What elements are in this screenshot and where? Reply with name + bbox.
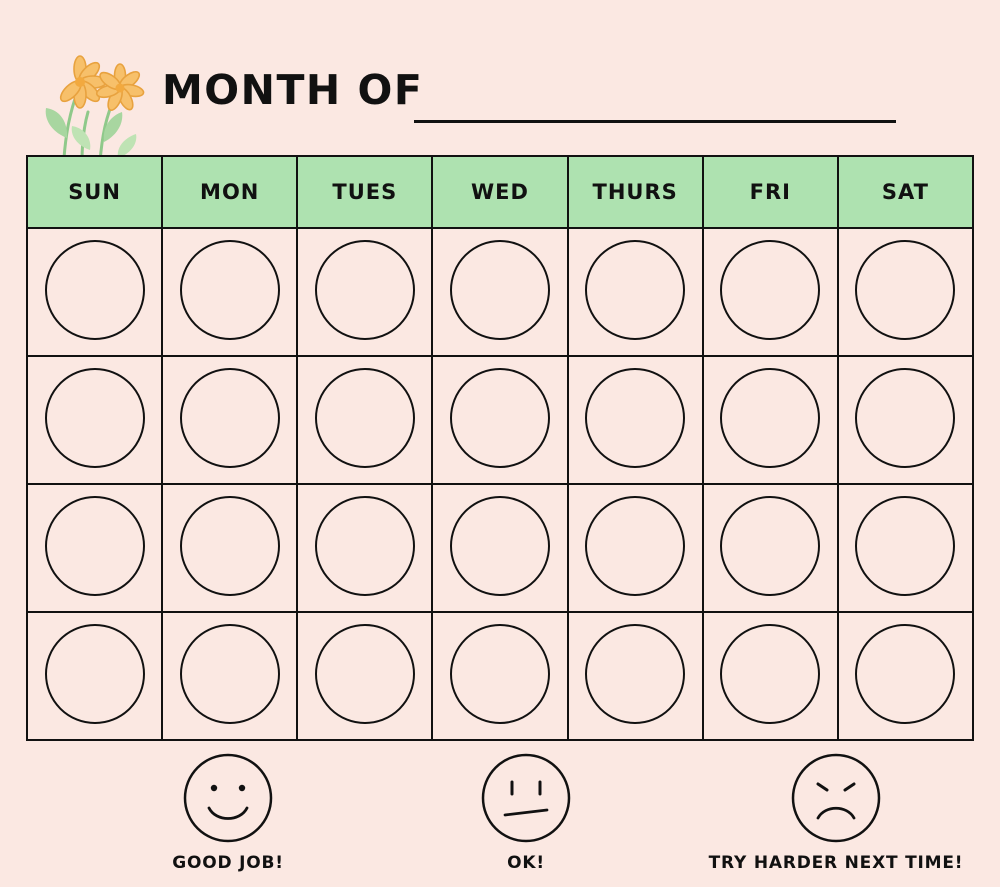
empty-circle-icon[interactable] (180, 496, 280, 596)
calendar-cell[interactable] (432, 228, 567, 356)
flowers-icon (30, 46, 158, 166)
empty-circle-icon[interactable] (180, 624, 280, 724)
calendar-cell[interactable] (703, 612, 838, 740)
calendar-cell[interactable] (297, 612, 432, 740)
calendar-cell[interactable] (568, 484, 703, 612)
calendar-cell[interactable] (703, 228, 838, 356)
calendar-cell[interactable] (27, 356, 162, 484)
table-row (27, 484, 973, 612)
calendar-grid (26, 155, 974, 741)
calendar-cell[interactable] (162, 612, 297, 740)
calendar-cell[interactable] (432, 484, 567, 612)
calendar-cell[interactable] (432, 612, 567, 740)
empty-circle-icon[interactable] (45, 624, 145, 724)
calendar-cell[interactable] (297, 356, 432, 484)
day-header-mon: MON (162, 156, 297, 228)
day-header-fri: FRI (703, 156, 838, 228)
empty-circle-icon[interactable] (855, 624, 955, 724)
empty-circle-icon[interactable] (855, 496, 955, 596)
page-header (0, 28, 1000, 138)
day-header-sun: SUN (27, 156, 162, 228)
calendar-cell[interactable] (838, 484, 973, 612)
empty-circle-icon[interactable] (720, 624, 820, 724)
empty-circle-icon[interactable] (45, 240, 145, 340)
empty-circle-icon[interactable] (855, 240, 955, 340)
calendar-cell[interactable] (162, 356, 297, 484)
calendar-cell[interactable] (703, 484, 838, 612)
empty-circle-icon[interactable] (315, 496, 415, 596)
legend-label-good-job: GOOD JOB! (172, 853, 284, 873)
calendar-cell[interactable] (27, 484, 162, 612)
empty-circle-icon[interactable] (180, 240, 280, 340)
calendar-cell[interactable] (297, 484, 432, 612)
page-title: MONTH OF (162, 66, 424, 114)
sad-face-icon (790, 752, 882, 844)
calendar-cell[interactable] (568, 356, 703, 484)
calendar-cell[interactable] (568, 612, 703, 740)
table-row (27, 612, 973, 740)
calendar-cell[interactable] (432, 356, 567, 484)
empty-circle-icon[interactable] (315, 240, 415, 340)
legend-label-try-harder: TRY HARDER NEXT TIME! (708, 853, 964, 873)
calendar-cell[interactable] (838, 356, 973, 484)
calendar-cell[interactable] (297, 228, 432, 356)
empty-circle-icon[interactable] (450, 240, 550, 340)
calendar-cell[interactable] (162, 484, 297, 612)
month-write-in-line[interactable] (414, 120, 896, 123)
empty-circle-icon[interactable] (720, 368, 820, 468)
legend (26, 752, 974, 882)
calendar-cell[interactable] (27, 612, 162, 740)
empty-circle-icon[interactable] (180, 368, 280, 468)
legend-label-ok: OK! (507, 853, 545, 873)
happy-face-icon (182, 752, 274, 844)
legend-item-try-harder (686, 752, 986, 873)
calendar-cell[interactable] (162, 228, 297, 356)
day-header-sat: SAT (838, 156, 973, 228)
calendar-cell[interactable] (838, 228, 973, 356)
empty-circle-icon[interactable] (585, 496, 685, 596)
calendar-header-row (27, 156, 973, 228)
calendar-cell[interactable] (568, 228, 703, 356)
empty-circle-icon[interactable] (450, 496, 550, 596)
neutral-face-icon (480, 752, 572, 844)
empty-circle-icon[interactable] (855, 368, 955, 468)
empty-circle-icon[interactable] (45, 496, 145, 596)
day-header-wed: WED (432, 156, 567, 228)
empty-circle-icon[interactable] (585, 240, 685, 340)
empty-circle-icon[interactable] (315, 368, 415, 468)
empty-circle-icon[interactable] (585, 368, 685, 468)
empty-circle-icon[interactable] (720, 496, 820, 596)
table-row (27, 228, 973, 356)
legend-item-ok (376, 752, 676, 873)
table-row (27, 356, 973, 484)
empty-circle-icon[interactable] (720, 240, 820, 340)
empty-circle-icon[interactable] (315, 624, 415, 724)
calendar-cell[interactable] (838, 612, 973, 740)
day-header-tues: TUES (297, 156, 432, 228)
calendar-cell[interactable] (27, 228, 162, 356)
legend-item-good-job (78, 752, 378, 873)
empty-circle-icon[interactable] (45, 368, 145, 468)
empty-circle-icon[interactable] (450, 624, 550, 724)
empty-circle-icon[interactable] (585, 624, 685, 724)
day-header-thurs: THURS (568, 156, 703, 228)
calendar-cell[interactable] (703, 356, 838, 484)
empty-circle-icon[interactable] (450, 368, 550, 468)
